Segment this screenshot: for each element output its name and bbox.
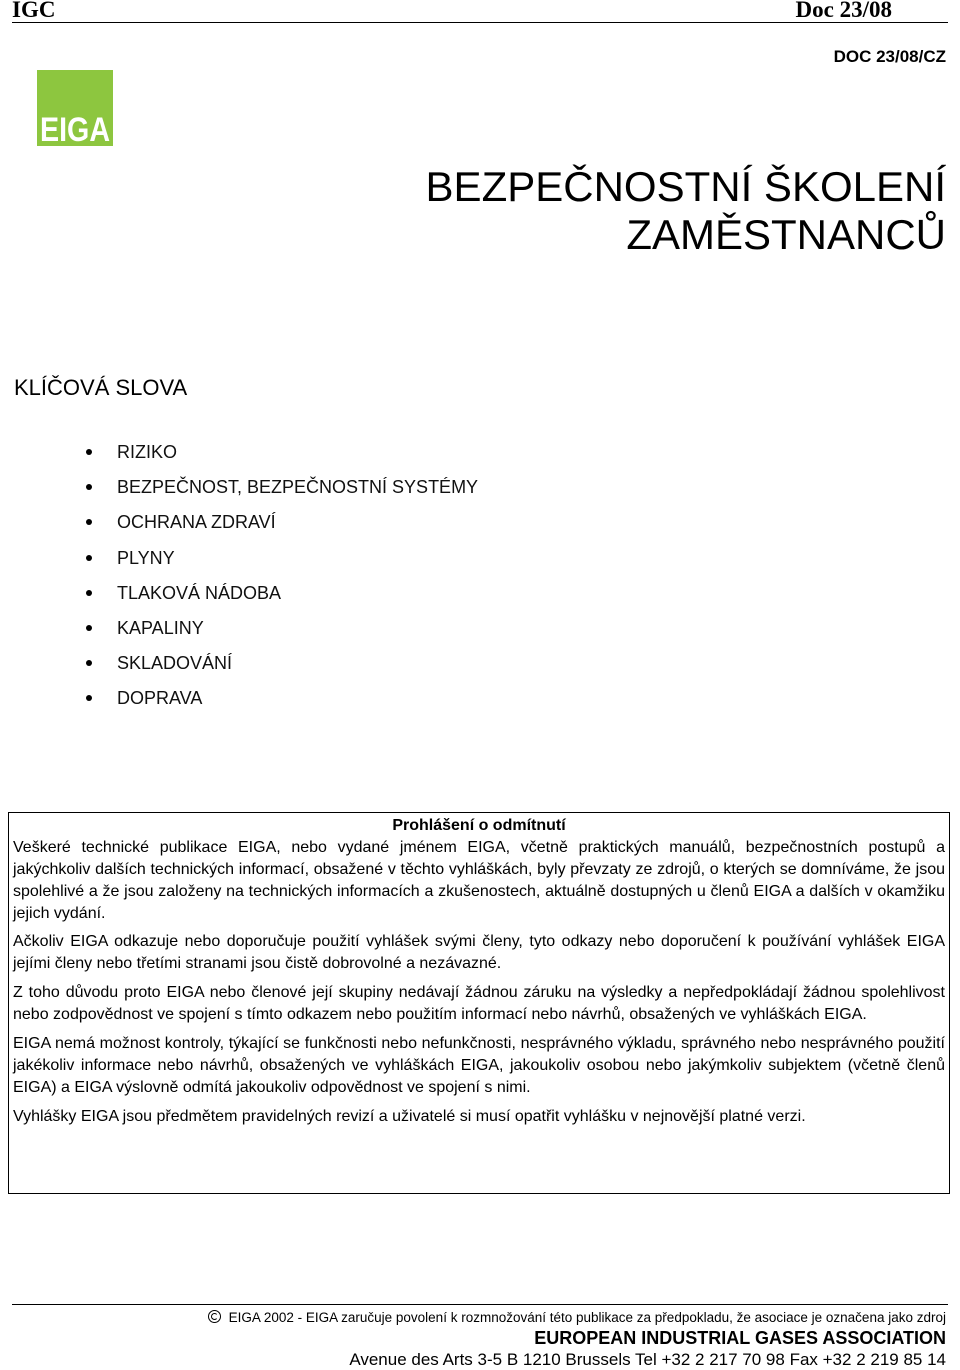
disclaimer-paragraph: EIGA nemá možnost kontroly, týkající se funkčnosti nebo nefunkčnosti, nesprávného výkladu, správného nebo nesprávného použití jakékoliv informace nebo návrhů, obsažených ve vyhláškách EIGA, jakoukoliv osobou nebo jakýmkoliv subjektem (včetně členů EIGA) a EIGA výslovně odmítá jakoukoliv odpovědnost ve spojení s nimi.	[13, 1035, 945, 1096]
bullet-icon	[86, 590, 92, 596]
keyword-label: PLYNY	[117, 547, 175, 568]
document-title-line-2: ZAMĚSTNANCŮ	[626, 211, 946, 258]
header-divider	[12, 22, 948, 23]
footer-copyright-text: EIGA 2002 - EIGA zaručuje povolení k rozmnožování této publikace za předpokladu, že asociace je označena jako zdroj	[228, 1310, 946, 1325]
keyword-label: DOPRAVA	[117, 688, 203, 709]
keyword-item	[86, 510, 478, 545]
keyword-label: SKLADOVÁNÍ	[117, 653, 233, 674]
document-title	[246, 163, 946, 259]
eiga-logo	[37, 70, 113, 149]
footer-address: Avenue des Arts 3-5 B 1210 Brussels Tel +32 2 217 70 98 Fax +32 2 219 85 14	[349, 1350, 946, 1369]
bullet-icon	[86, 519, 92, 525]
bullet-icon	[86, 555, 92, 561]
disclaimer-paragraph: Veškeré technické publikace EIGA, nebo vydané jménem EIGA, včetně praktických manuálů, bezpečnostních postupů a jakýchkoliv dalších technických informací, obsažené v těchto vyhláškách, byly převzaty ze zdrojů, o kterých se domníváme, že jsou spolehlivé a že jsou založeny na technických informacích a zkušenostech, aktuálně dostupných u členů EIGA a dalších v okamžiku jejich vydání.	[13, 839, 945, 922]
header-left-label: IGC	[12, 0, 56, 22]
footer-association: EUROPEAN INDUSTRIAL GASES ASSOCIATION	[534, 1328, 946, 1348]
keyword-item	[86, 616, 478, 651]
keyword-label: RIZIKO	[117, 442, 178, 462]
keyword-item	[86, 651, 478, 686]
keyword-item	[86, 440, 478, 475]
keyword-item	[86, 581, 478, 616]
bullet-icon	[86, 625, 92, 631]
keyword-label: TLAKOVÁ NÁDOBA	[117, 582, 282, 603]
disclaimer-paragraph: Vyhlášky EIGA jsou předmětem pravidelných revizí a uživatelé si musí opatřit vyhlášku v nejnovější platné verzi.	[13, 1108, 806, 1125]
disclaimer-paragraph: Ačkoliv EIGA odkazuje nebo doporučuje použití vyhlášek svými členy, tyto odkazy nebo doporučení k používání vyhlášek EIGA jejími členy nebo třetími stranami jsou čistě dobrovolné a nezávazné.	[13, 933, 945, 972]
bullet-icon	[86, 660, 92, 666]
header-right-label: Doc 23/08	[795, 0, 892, 22]
keyword-item	[86, 686, 478, 721]
disclaimer-paragraph: Z toho důvodu proto EIGA nebo členové její skupiny nedávají žádnou záruku na výsledky a nepředpokládají žádnou spolehlivost nebo zodpovědnost ve spojení s tímto odkazem nebo použitím informací nebo návrhů, obsažených ve vyhláškách EIGA.	[13, 984, 945, 1023]
document-title-line-1: BEZPEČNOSTNÍ ŠKOLENÍ	[425, 163, 946, 210]
footer-copyright	[208, 1310, 946, 1325]
disclaimer-box	[8, 812, 950, 1194]
keyword-label: KAPALINY	[117, 617, 204, 638]
bullet-icon	[86, 449, 92, 455]
document-number: DOC 23/08/CZ	[833, 47, 946, 66]
disclaimer-title: Prohlášení o odmítnutí	[392, 817, 566, 834]
eiga-logo-text: EIGA	[40, 111, 110, 149]
bullet-icon	[86, 695, 92, 701]
bullet-icon	[86, 484, 92, 490]
keyword-label: BEZPEČNOST, BEZPEČNOSTNÍ SYSTÉMY	[117, 477, 479, 498]
eiga-logo-mark	[37, 70, 113, 149]
copyright-icon	[208, 1310, 221, 1323]
footer-divider	[12, 1304, 948, 1305]
keywords-heading: KLÍČOVÁ SLOVA	[14, 375, 188, 400]
keyword-item	[86, 546, 478, 581]
keywords-list	[86, 440, 478, 722]
keyword-item	[86, 475, 478, 510]
keyword-label: OCHRANA ZDRAVÍ	[117, 512, 276, 533]
